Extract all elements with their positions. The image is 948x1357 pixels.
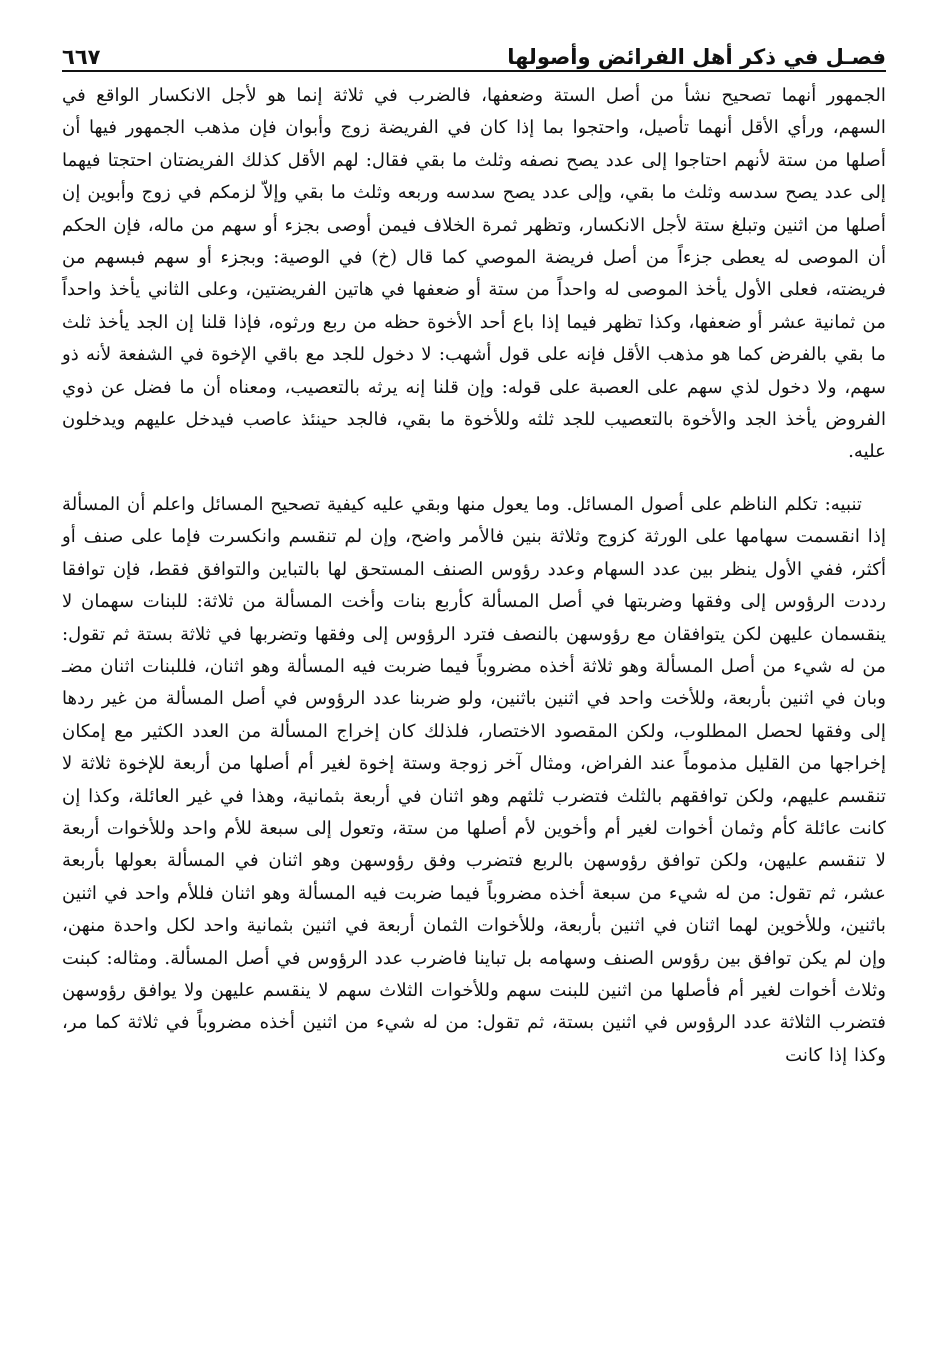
page-header (62, 30, 886, 72)
chapter-title: فصـل في ذكر أهل الفرائض وأصولها (507, 45, 886, 69)
body-paragraph-2: تنبيه: تكلم الناظم على أصول المسائل. وما يعول منها وبقي عليه كيفية تصحيح المسائل واعلم أن المسألة إذا انقسمت سهامها على الورثة كزوج وثلاثة بنين فالأمر واضح، وإن لم تنقسم وانكسرت فإما على صنف أو أكثر، ففي الأول ينظر بين عدد السهام وعدد رؤوس الصنف المستحق لها بالتباين والتوافق فقط، فإن توافقا رددت الرؤوس إلى وفقها وضربتها في أصل المسألة كأربع بنات وأخت المسألة من ثلاثة: للبنات سهمان لا ينقسمان عليهن لكن يتوافقان مع رؤوسهن بالنصف فترد الرؤوس إلى وفقها وتضربها في ثلاثة بستة ثم تقول: من له شيء من أصل المسألة وهو ثلاثة أخذه مضروباً فيما ضربت فيه المسألة وهو اثنان، فللبنات اثنان مضـ وبان في اثنين بأربعة، وللأخت واحد في اثنين باثنين، ولو ضربنا عدد الرؤوس في أصل المسألة من غير ردها إلى وفقها لحصل المطلوب، ولكن المقصود الاختصار، فلذلك كان إخراج المسألة من العدد الكثير مع إمكان إخراجها من القليل مذموماً عند الفراض، ومثال آخر زوجة وستة إخوة لغير أم أصلها من أربعة للإخوة ثلاثة لا تنقسم عليهم، ولكن توافقهم بالثلث فتضرب ثلثهم وهو اثنان في أربعة بثمانية، وهذا في غير العائلة، وكذا إن كانت عائلة كأم وثمان أخوات لغير أم وأخوين لأم أصلها من ستة، وتعول إلى سبعة للأم واحد وللأخوات أربعة لا تنقسم عليهن، ولكن توافق رؤوسهن بالربع فتضرب وفق رؤوسهن وهو اثنان في المسألة بعولها بأربعة عشر، ثم تقول: من له شيء من سبعة أخذه مضروباً فيما ضربت فيه المسألة وهو اثنان فللأم واحد في اثنين باثنين، وللأخوين لهما اثنان في اثنين بأربعة، وللأخوات الثمان أربعة في اثنين بثمانية واحد لكل واحدة منهن، وإن لم يكن توافق بين رؤوس الصنف وسهامه بل تباينا فاضرب عدد الرؤوس في أصل المسألة. ومثاله: كبنت وثلاث أخوات لغير أم فأصلها من اثنين للبنت سهم وللأخوات الثلاث سهم لا ينقسم عليهن ولا يوافق رؤوسهن فتضرب الثلاثة عدد الرؤوس في اثنين بستة، ثم تقول: من له شيء من اثنين أخذه مضروباً في ثلاثة كما مر، وكذا إذا كانت (62, 493, 886, 1066)
body-paragraph-1: الجمهور أنهما تصحيح نشأ من أصل الستة وضعفها، فالضرب في ثلاثة إنما هو لأجل الانكسار الواقع في السهم، ورأي الأقل أنهما تأصيل، واحتجوا بما إذا كان في الفريضة زوج وأبوان فإن مذهب الجمهور فيها أن أصلها من ستة لأنهم احتاجوا إلى عدد يصح نصفه وثلث ما بقي فقال: لهم الأقل كذلك الفريضتان احتجتا فيهما إلى عدد يصح سدسه وثلث ما بقي، وإلى عدد يصح سدسه وربعه وثلث ما بقي وإلاّ لزمكم في زوج وأبوين إن أصلها من اثنين وتبلغ ستة لأجل الانكسار، وتظهر ثمرة الخلاف فيمن أوصى بجزء أو سهم من ماله، فإن الحكم أن الموصى له يعطى جزءاً من أصل فريضة الموصي كما قال (خ) في الوصية: وبجزء أو سهم فبسهم من فريضته، فعلى الأول يأخذ الموصى له واحداً من ستة أو ضعفها في هاتين الفريضتين، وعلى الثاني يأخذ واحداً من ثمانية عشر أو ضعفها، وكذا تظهر فيما إذا باع أحد الأخوة حظه من ربع ورثوه، فإذا قلنا إن الجد يأخذ ثلث ما بقي بالفرض كما هو مذهب الأقل فإنه على قول أشهب: لا دخول للجد مع باقي الإخوة في الشفعة لأنه ذو سهم، ولا دخول لذي سهم على العصبة على قوله: وإن قلنا إنه يرثه بالتعصيب، ومعناه أن ما فضل عن ذوي الفروض يأخذ الجد والأخوة بالتعصيب للجد ثلثه وللأخوة ما بقي، فالجد حينئذ عاصب فيدخل عليهم ويدخلون عليه. (62, 85, 886, 463)
page-number: ٦٦٧ (62, 45, 101, 69)
